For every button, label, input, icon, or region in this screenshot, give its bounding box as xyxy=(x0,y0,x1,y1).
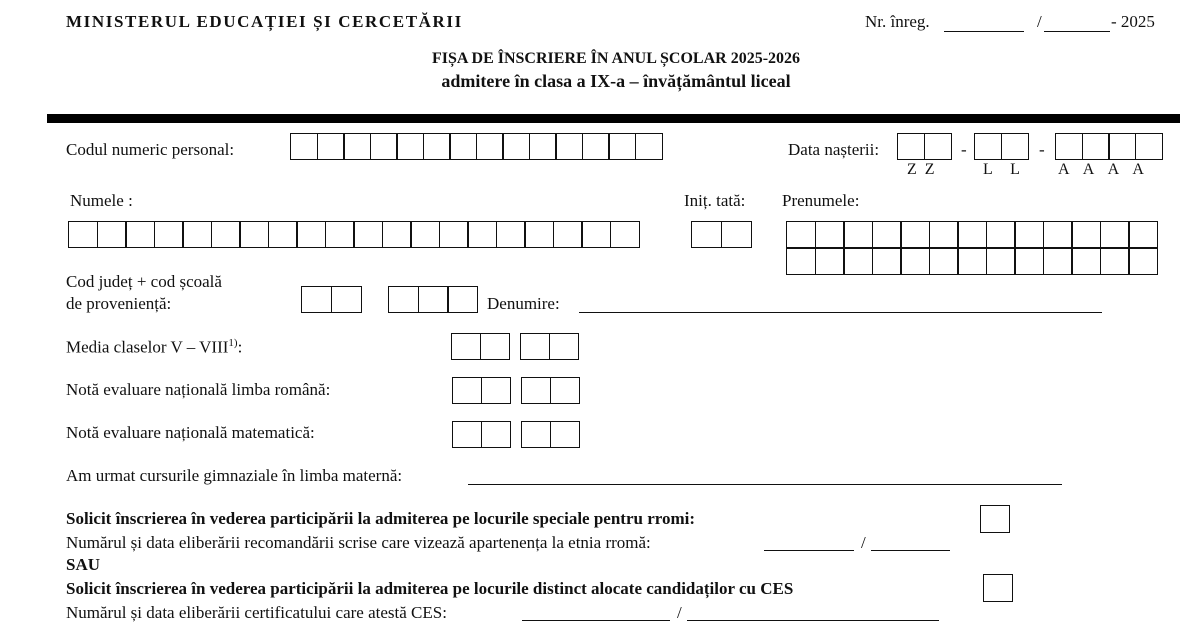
ces-document-number-field[interactable] xyxy=(522,620,670,621)
registration-separator: / xyxy=(1037,12,1042,31)
ces-document-label: Numărul și data eliberării certificatului care atestă CES: xyxy=(66,603,447,622)
ces-request-text: Solicit înscrierea în vederea participării la admiterea pe locurile distinct alocate candidaților cu CES xyxy=(66,579,794,598)
form-subtitle: admitere în clasa a IX-a – învățământul liceal xyxy=(441,71,791,91)
year-format-hint: A A A A xyxy=(1058,161,1144,178)
date-separator-2: - xyxy=(1039,140,1045,159)
birth-date-label: Data nașterii: xyxy=(788,140,880,159)
average-decimal-input[interactable] xyxy=(520,333,577,360)
day-format-hint: Z Z xyxy=(907,161,935,178)
firstname-label: Prenumele: xyxy=(782,191,860,210)
registration-date-field[interactable] xyxy=(1044,31,1110,32)
registration-label: Nr. înreg. xyxy=(865,12,930,31)
registration-year: - 2025 xyxy=(1111,12,1155,31)
math-grade-integer-input[interactable] xyxy=(452,421,509,448)
school-name-label: Denumire: xyxy=(487,294,560,313)
average-label-text: Media claselor V – VIII xyxy=(66,337,229,357)
firstname-input-row-1[interactable] xyxy=(786,221,1157,248)
birth-year-input[interactable] xyxy=(1055,133,1161,160)
cnp-input[interactable] xyxy=(290,133,661,160)
average-label xyxy=(66,337,242,358)
father-initial-input[interactable] xyxy=(691,221,750,248)
school-name-field[interactable] xyxy=(579,312,1102,313)
average-label-colon: : xyxy=(237,337,243,357)
math-grade-decimal-input[interactable] xyxy=(521,421,578,448)
romanian-grade-decimal-input[interactable] xyxy=(521,377,578,404)
math-grade-label: Notă evaluare națională matematică: xyxy=(66,423,315,442)
county-school-label-line2: de proveniență: xyxy=(66,294,172,313)
date-separator-1: - xyxy=(961,140,967,159)
ces-document-separator: / xyxy=(677,603,682,622)
lastname-label: Numele : xyxy=(70,191,133,210)
roma-request-text: Solicit înscrierea în vederea participării la admiterea pe locurile speciale pentru rromi: xyxy=(66,509,696,528)
ministry-name: MINISTERUL EDUCAȚIEI ȘI CERCETĂRII xyxy=(66,12,463,31)
roma-document-separator: / xyxy=(861,533,866,552)
form-title: FIȘA DE ÎNSCRIERE ÎN ANUL ȘCOLAR 2025-2026 xyxy=(431,50,801,67)
father-initial-label: Iniț. tată: xyxy=(684,191,746,210)
average-footnote: 1) xyxy=(228,337,238,349)
lastname-input[interactable] xyxy=(68,221,638,248)
mother-tongue-label: Am urmat cursurile gimnaziale în limba maternă: xyxy=(66,466,403,485)
birth-day-input[interactable] xyxy=(897,133,950,160)
roma-document-date-field[interactable] xyxy=(871,550,950,551)
school-code-input[interactable] xyxy=(388,286,477,313)
roma-document-number-field[interactable] xyxy=(764,550,854,551)
registration-number-field[interactable] xyxy=(944,31,1024,32)
romanian-grade-integer-input[interactable] xyxy=(452,377,509,404)
month-format-hint: L L xyxy=(983,161,1020,178)
roma-document-label: Numărul și data eliberării recomandării scrise care vizează apartenența la etnia rromă: xyxy=(66,533,651,552)
mother-tongue-field[interactable] xyxy=(468,484,1062,485)
average-integer-input[interactable] xyxy=(451,333,508,360)
header-divider xyxy=(47,114,1180,123)
county-school-label: Cod județ + cod școală xyxy=(66,272,222,291)
roma-checkbox[interactable] xyxy=(980,505,1010,533)
cnp-label: Codul numeric personal: xyxy=(66,140,235,159)
birth-month-input[interactable] xyxy=(974,133,1027,160)
or-separator: SAU xyxy=(66,555,101,574)
county-code-input[interactable] xyxy=(301,286,360,313)
ces-checkbox[interactable] xyxy=(983,574,1013,602)
firstname-input-row-2[interactable] xyxy=(786,248,1157,275)
romanian-grade-label: Notă evaluare națională limba română: xyxy=(66,380,331,399)
ces-document-date-field[interactable] xyxy=(687,620,939,621)
